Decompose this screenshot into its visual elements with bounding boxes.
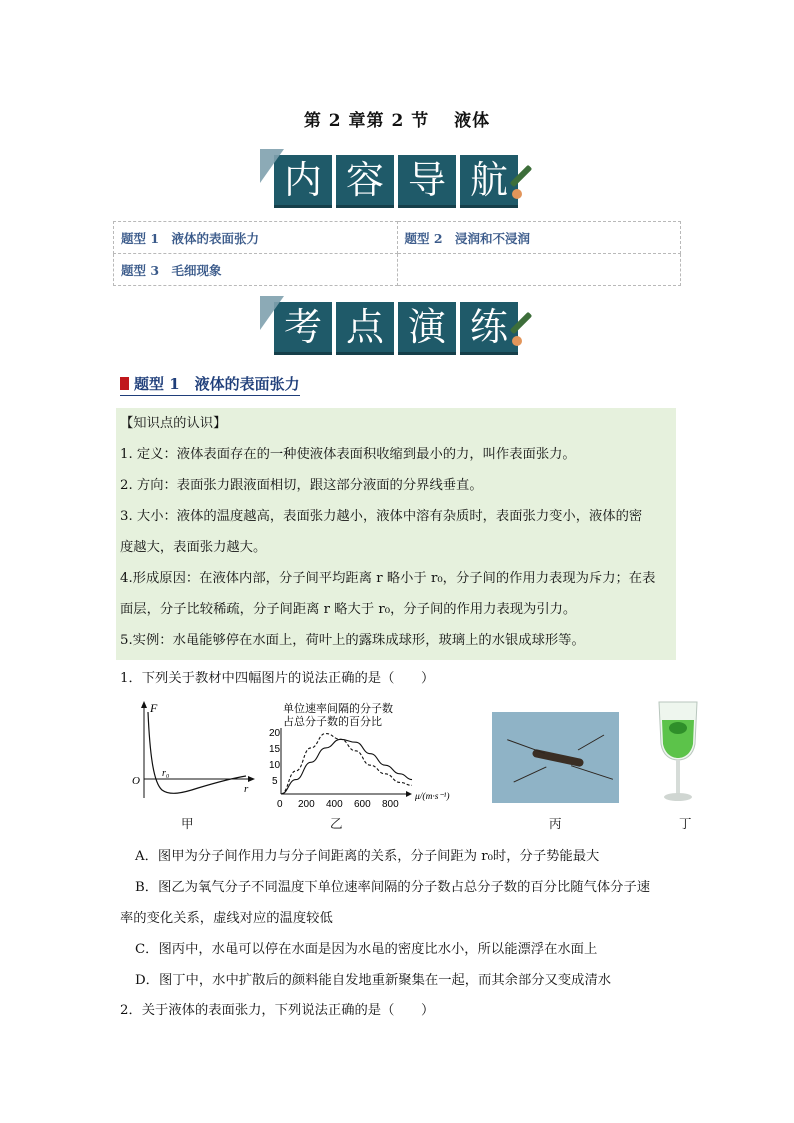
question-1-option-b[interactable]: B．图乙为氧气分子不同温度下单位速率间隔的分子数占总分子数的百分比随气体分子速 (135, 880, 651, 895)
yi-ylabel-line2: 占总分子数的百分比 (283, 716, 382, 728)
figure-ding-label: 丁 (679, 816, 692, 831)
banner-char: 容 (336, 155, 394, 208)
banner-char: 练 (460, 302, 518, 355)
question-1-option-c[interactable]: C．图丙中，水黾可以停在水面是因为水黾的密度比水小，所以能漂浮在水面上 (135, 942, 598, 957)
yi-series-group (281, 734, 412, 794)
yi-ytick: 20 (269, 728, 281, 739)
figure-jia-label: 甲 (181, 816, 194, 831)
knowledge-line: 5.实例：水黾能够停在水面上，荷叶上的露珠成球形，玻璃上的水银成球形等。 (120, 633, 585, 648)
brush-tip-icon (512, 336, 522, 346)
knowledge-line: 4.形成原因：在液体内部，分子间平均距离 r 略小于 r₀，分子间的作用力表现为斥力；在表 (120, 571, 656, 586)
jia-force-curve (148, 712, 246, 793)
yi-ylabel-line1: 单位速率间隔的分子数 (283, 703, 393, 715)
nav-link-type3[interactable]: 题型 3 毛细现象 (114, 254, 398, 286)
knowledge-line: 【知识点的认识】 (120, 416, 227, 431)
banner-content-nav (0, 155, 794, 208)
banner-char: 导 (398, 155, 456, 208)
jia-r-label: r (244, 783, 249, 795)
banner-decor-triangle (260, 296, 284, 330)
jia-r0-label: r₀ (162, 768, 170, 779)
jia-y-arrow (141, 701, 147, 708)
page-title: 第 2 章第 2 节 液体 (303, 111, 491, 131)
yi-xtick: 200 (298, 799, 315, 810)
jia-origin-label: O (132, 775, 140, 787)
jia-F-label: F (150, 701, 158, 715)
question-1-stem: 1．下列关于教材中四幅图片的说法正确的是（ ） (120, 671, 435, 686)
section-heading-text: 题型 1 液体的表面张力 (134, 375, 300, 393)
glass-base (664, 793, 692, 801)
yi-x-arrow (406, 791, 412, 797)
question-1-option-b-cont: 率的变化关系，虚线对应的温度较低 (120, 911, 333, 926)
yi-series-dashed-line (281, 734, 412, 794)
nav-link-type1[interactable]: 题型 1 液体的表面张力 (114, 222, 398, 254)
yi-xtick: 0 (277, 799, 283, 810)
banner-char: 内 (274, 155, 332, 208)
brush-tip-icon (512, 189, 522, 199)
question-1-option-d[interactable]: D．图丁中，水中扩散后的颜料能自发地重新聚集在一起，而其余部分又变成清水 (135, 973, 612, 988)
glass-stem (676, 760, 680, 794)
yi-xtick: 600 (354, 799, 371, 810)
section-marker (120, 377, 129, 390)
yi-xlabel: μ/(m·s⁻¹) (415, 792, 450, 802)
nav-link-type2[interactable]: 题型 2 浸润和不浸润 (397, 222, 681, 254)
question-2-stem: 2．关于液体的表面张力，下列说法正确的是（ ） (120, 1003, 435, 1018)
question-1-option-a[interactable]: A．图甲为分子间作用力与分子间距离的关系，分子间距为 r₀时，分子势能最大 (135, 849, 600, 864)
yi-ytick: 15 (269, 744, 281, 755)
jia-x-arrow (248, 776, 255, 782)
knowledge-line: 度越大，表面张力越大。 (120, 540, 267, 555)
yi-ytick: 5 (272, 776, 278, 787)
yi-xtick: 400 (326, 799, 343, 810)
banner-practice (0, 302, 794, 355)
figure-jia (128, 698, 258, 810)
banner-char: 演 (398, 302, 456, 355)
nav-empty-cell (397, 254, 681, 286)
banner-char: 考 (274, 302, 332, 355)
wine-glass-photo (655, 698, 701, 806)
strider-leg (571, 765, 613, 780)
figure-yi-label: 乙 (330, 816, 343, 831)
figure-bing-label: 丙 (549, 816, 562, 831)
banner-char: 航 (460, 155, 518, 208)
yi-xtick: 800 (382, 799, 399, 810)
strider-leg (513, 766, 546, 782)
knowledge-box (116, 408, 676, 660)
figure-yi-chart (263, 700, 485, 812)
water-strider-photo (492, 712, 619, 803)
nav-table (113, 221, 681, 286)
knowledge-line: 3. 大小：液体的温度越高，表面张力越小，液体中溶有杂质时，表面张力变小，液体的密 (120, 509, 643, 524)
strider-leg (578, 735, 604, 751)
dye-cloud (669, 722, 687, 734)
knowledge-line: 1. 定义：液体表面存在的一种使液体表面积收缩到最小的力，叫作表面张力。 (120, 447, 576, 462)
knowledge-line: 面层，分子比较稀疏，分子间距离 r 略大于 r₀，分子间的作用力表现为引力。 (120, 602, 577, 617)
strider-leg (507, 739, 545, 754)
banner-char: 点 (336, 302, 394, 355)
knowledge-line: 2. 方向：表面张力跟液面相切，跟这部分液面的分界线垂直。 (120, 478, 483, 493)
section-heading (120, 373, 300, 396)
yi-ytick: 10 (269, 760, 281, 771)
banner-decor-triangle (260, 149, 284, 183)
